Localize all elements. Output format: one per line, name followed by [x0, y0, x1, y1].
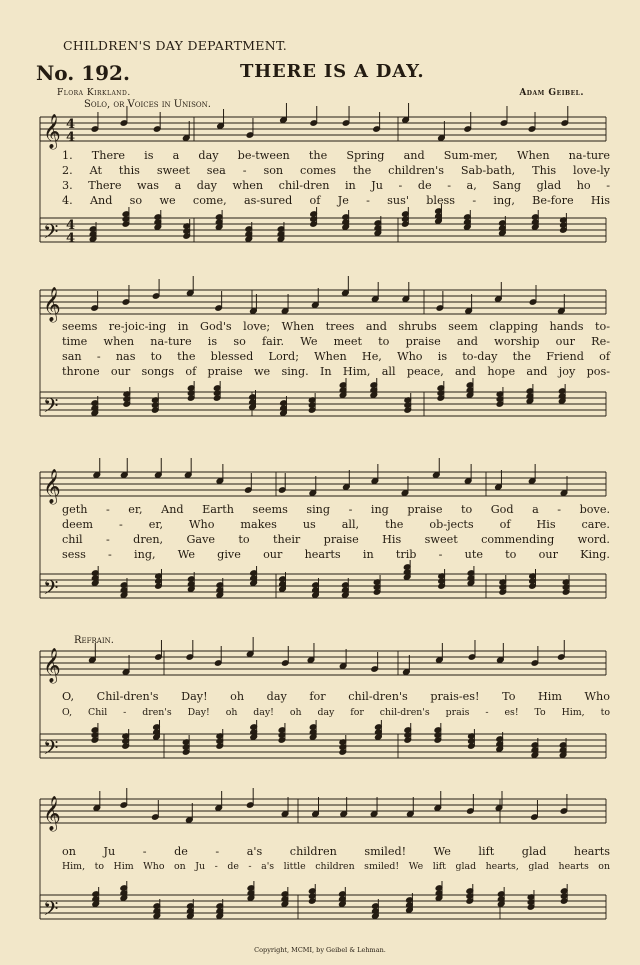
bass-clef: 𝄢	[43, 220, 59, 248]
hymn-title: THERE IS A DAY.	[240, 61, 425, 82]
voicing-note: Solo, or Voices in Unison.	[84, 99, 211, 110]
refrain-line-1: O, Chil-dren's Day! oh day for chil-dren's prais-es! To Him Who	[62, 690, 610, 703]
refrain-label: Refrain.	[74, 635, 114, 646]
department-heading: CHILDREN'S DAY DEPARTMENT.	[63, 38, 288, 53]
verse-4-line-3: sess - ing, We give our hearts in trib - ute to our King.	[62, 548, 610, 561]
refrain-echo-2: Him, to Him Who on Ju - de - a's little children smiled! We lift glad hearts, glad hearts on	[62, 861, 610, 872]
svg-text:𝄢: 𝄢	[43, 897, 59, 925]
refrain-line-2: on Ju - de - a's children smiled! We lift glad hearts	[62, 845, 610, 858]
svg-text:𝄞: 𝄞	[43, 287, 61, 322]
verse-2-line-1: 2. At this sweet sea - son comes the children's Sab-bath, This love-ly	[62, 164, 610, 177]
refrain-echo-1: O, Chil - dren's Day! oh day! oh day for chil-dren's prais - es! To Him, to	[62, 707, 610, 718]
verse-1-line-2: seems re-joic-ing in God's love; When trees and shrubs seem clapping hands to-	[62, 320, 610, 333]
verse-1-line-3: geth - er, And Earth seems sing - ing praise to God a - bove.	[62, 503, 610, 516]
verse-3-line-2: san - nas to the blessed Lord; When He, Who is to-day the Friend of	[62, 350, 610, 363]
verse-4-line-1: 4. And so we come, as-sured of Je - sus' bless - ing, Be-fore His	[62, 194, 610, 207]
svg-text:𝄞: 𝄞	[43, 796, 61, 831]
svg-text:𝄢: 𝄢	[43, 394, 59, 422]
svg-text:𝄢: 𝄢	[43, 736, 59, 764]
composer-credit: Adam Geibel.	[519, 88, 584, 98]
time-sig-bottom: 4	[66, 130, 76, 145]
svg-text:4: 4	[66, 218, 76, 233]
svg-text:4: 4	[66, 231, 76, 246]
time-sig-top: 4	[66, 117, 76, 132]
copyright-notice: Copyright, MCMI, by Geibel & Lehman.	[254, 946, 386, 954]
svg-text:𝄞: 𝄞	[43, 469, 61, 504]
verse-3-line-1: 3. There was a day when chil-dren in Ju - de - a, Sang glad ho -	[62, 179, 610, 192]
verse-1-line-1: 1. There is a day be-tween the Spring and Sum-mer, When na-ture	[62, 149, 610, 162]
verse-2-line-2: time when na-ture is so fair. We meet to praise and worship our Re-	[62, 335, 610, 348]
svg-text:𝄞: 𝄞	[43, 648, 61, 683]
verse-3-line-3: chil - dren, Gave to their praise His sweet commending word.	[62, 533, 610, 546]
hymn-number: No. 192.	[36, 61, 130, 85]
svg-text:𝄢: 𝄢	[43, 576, 59, 604]
treble-clef: 𝄞	[43, 114, 61, 149]
verse-4-line-2: throne our songs of praise we sing. In Him, all peace, and hope and joy pos-	[62, 365, 610, 378]
lyricist-credit: Flora Kirkland.	[57, 88, 131, 98]
verse-2-line-3: deem - er, Who makes us all, the ob-jects of His care.	[62, 518, 610, 531]
